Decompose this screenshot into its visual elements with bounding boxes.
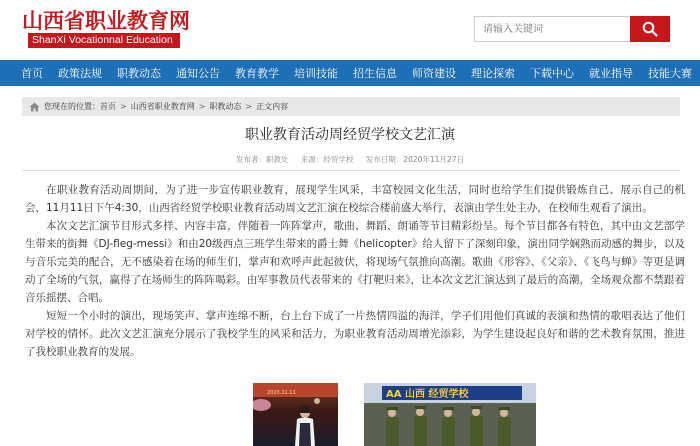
home-icon [29,102,40,112]
article-meta [0,154,700,165]
nav-item-policy[interactable]: 政策法规 [58,67,102,80]
site-logo-chinese[interactable]: 山西省职业教育网 [22,9,190,33]
nav-item-home[interactable]: 首页 [21,67,43,80]
nav-item-teaching[interactable]: 教育教学 [235,67,279,80]
article-paragraph: 短短一个小时的演出，现场笑声、掌声连绵不断，台上台下成了一片热情四溢的海洋，学子们用他们真诚的表演和热情的歌唱表达了他们对学校的情怀。此次文艺汇演充分展示了我校学生的风采和活力，为职业教育活动周增光添彩，为学生建设起良好和谐的艺术教育氛围，推进了我校职业教育的发展。 [25,310,685,358]
nav-item-employment[interactable]: 就业指导 [589,67,633,80]
search-input[interactable] [474,16,631,42]
breadcrumb-link-site[interactable]: 山西省职业教育网 [130,102,195,111]
article-source: 来源：经贸学校 [300,155,354,164]
nav-item-admissions[interactable]: 招生信息 [353,67,397,80]
breadcrumb [22,97,680,116]
breadcrumb-separator: > [245,102,253,111]
search-button[interactable] [630,16,670,42]
main-nav [0,60,700,86]
site-logo-english[interactable]: ShanXi Vocationnal Education [28,33,180,48]
article-paragraph: 本次文艺汇演节目形式多样、内容丰富，伴随着一阵阵掌声，歌曲、舞蹈、朗诵等节目精彩纷呈。每个节目都各有特色，其中由文艺部学生带来的街舞《DJ-fleg-messi》和由20级西点三班学生带来的爵士舞《helicopter》给人留下了深刻印象，演出同学娴熟而动感的舞步，以及与音乐完美的配合，无不感染着在场的师生们，掌声和欢呼声此起彼伏，将现场气氛推向高潮。歌曲《形容》、《父亲》、《飞鸟与蝉》等更是调动了全场的气氛，赢得了在场师生的阵阵喝彩。由军事教员代表带来的《打靶归来》，让本次文艺汇演达到了最后的高潮，全场观众都不禁跟着音乐摇摆、合唱。 [25,220,685,304]
search-icon [642,21,658,37]
photo-caption: 2020.11.11 [267,390,296,396]
title-divider [22,170,680,171]
article-photo-performer [253,383,338,446]
breadcrumb-current: 正文内容 [256,102,289,111]
nav-item-theory[interactable]: 理论探索 [471,67,515,80]
article-date: 发布日期：2020年11月27日 [365,155,464,164]
breadcrumb-separator: > [198,102,206,111]
site-header [0,0,700,56]
breadcrumb-link-home[interactable]: 首页 [100,102,116,111]
article-paragraph: 在职业教育活动周期间，为了进一步宣传职业教育，展现学生风采，丰富校园文化生活，同时也给学生们提供锻炼自己、展示自己的机会，11月11日下午4:30，山西省经贸学校职业教育活动周文艺汇演在校综合楼前盛大举行，表演由学生处主办，在校师生观看了演出。 [25,184,685,214]
nav-item-faculty[interactable]: 师资建设 [412,67,456,80]
breadcrumb-link-news[interactable]: 职教动态 [209,102,242,111]
nav-item-news[interactable]: 职教动态 [117,67,161,80]
article-title: 职业教育活动周经贸学校文艺汇演 [245,127,455,143]
breadcrumb-separator: > [120,102,127,111]
nav-item-notices[interactable]: 通知公告 [176,67,220,80]
article-author: 发布者：职教处 [236,155,289,164]
photo-banner: AA 山西 经贸学校 [386,389,469,400]
breadcrumb-prefix: 您现在的位置： [44,102,100,111]
nav-item-training[interactable]: 培训技能 [294,67,338,80]
article-body [25,181,685,361]
nav-item-downloads[interactable]: 下载中心 [530,67,574,80]
article-photo-performance [364,383,536,446]
nav-item-competition[interactable]: 技能大赛 [648,67,692,80]
